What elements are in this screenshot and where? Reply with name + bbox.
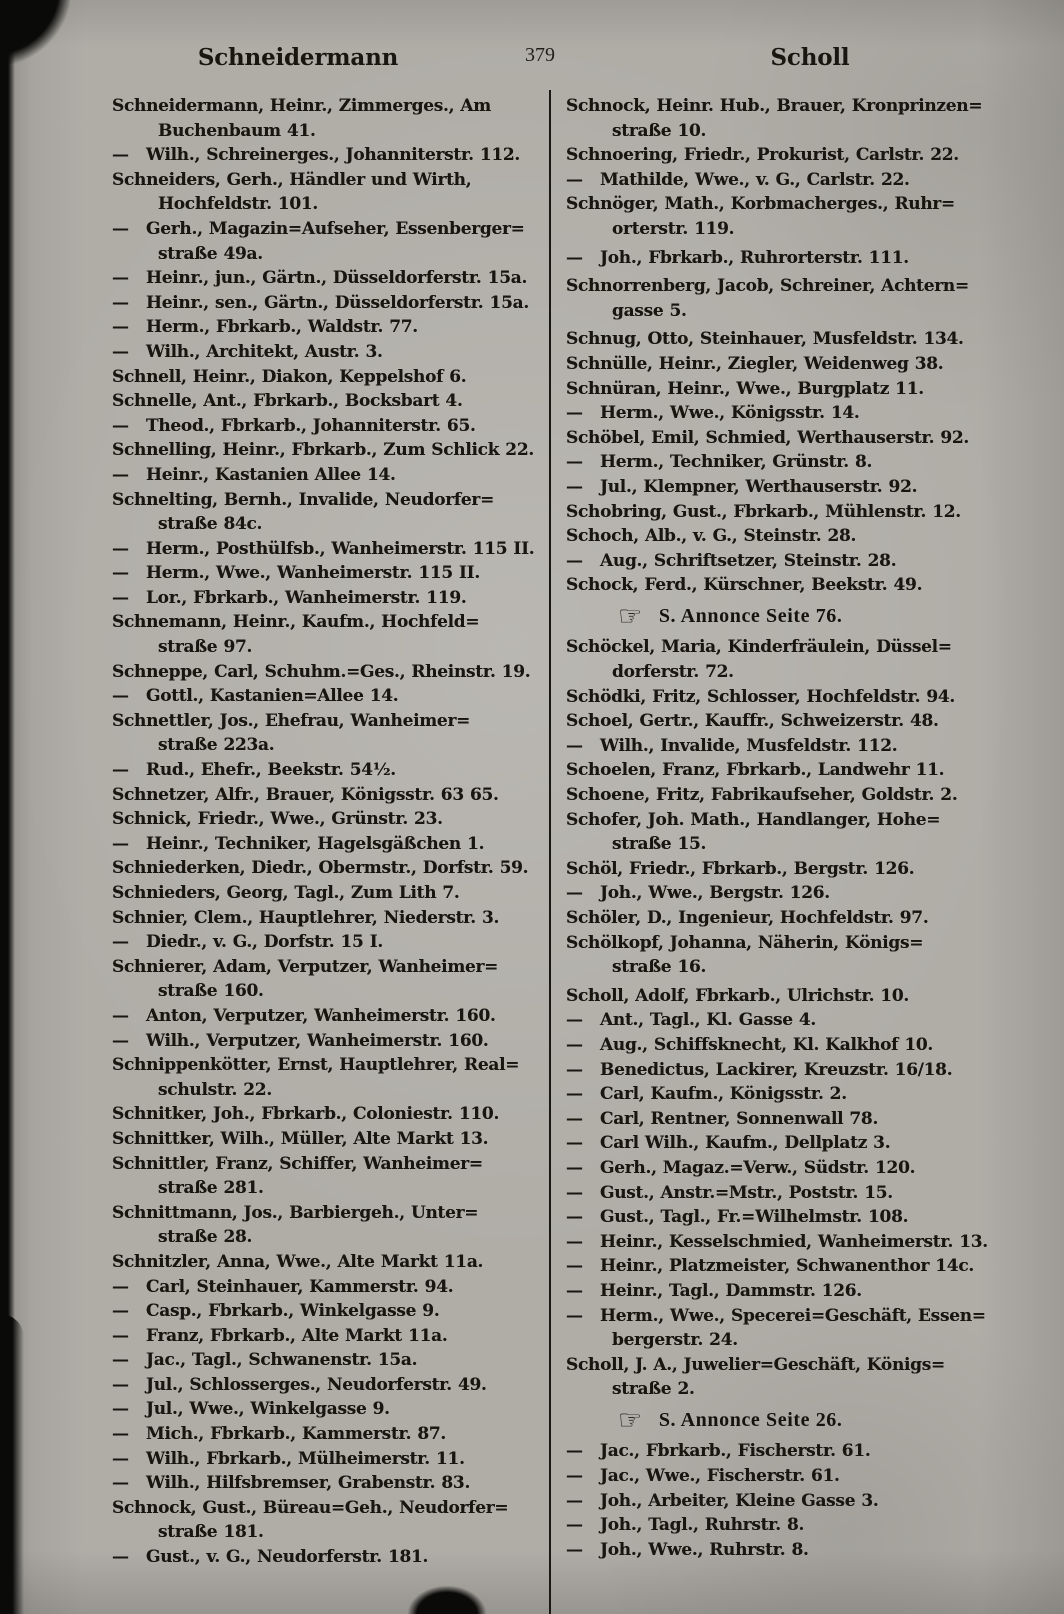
repeat-surname-dash: — [112,1005,129,1026]
entry-continuation-line: straße 97. [158,637,253,658]
directory-entry [566,1230,990,1255]
entry-line: Schobring, Gust., Fbrkarb., Mühlenstr. 12. [566,501,961,522]
entry-continuation-line: straße 160. [158,981,264,1002]
entry-continuation-line: straße 10. [612,120,707,141]
directory-entry [112,143,544,168]
directory-entry [566,1181,990,1206]
entry-continuation-line: straße 84c. [158,514,263,535]
directory-entry [566,94,990,143]
entry-line: Schödki, Fritz, Schlosser, Hochfeldstr. 94. [566,686,956,707]
entry-line: Schofer, Joh. Math., Handlanger, Hohe= [566,809,941,830]
repeat-surname-dash: — [112,292,129,313]
entry-line: Schnelling, Heinr., Fbrkarb., Zum Schlick 22. [112,440,534,461]
entry-continuation-line: straße 16. [612,957,707,978]
directory-entry [112,1299,544,1324]
entry-line: Schöl, Friedr., Fbrkarb., Bergstr. 126. [566,858,915,879]
directory-entry [112,1397,544,1422]
directory-entry [566,1254,990,1279]
repeat-surname-dash: — [566,1256,583,1277]
directory-entry [566,192,990,241]
repeat-surname-dash: — [566,1034,583,1055]
entry-continuation-line: Buchenbaum 41. [158,120,316,141]
entry-line: Herm., Wwe., Specerei=Geschäft, Essen= [600,1305,986,1326]
repeat-surname-dash: — [566,247,583,268]
entry-line: Jul., Schlosserges., Neudorferstr. 49. [146,1374,487,1395]
entry-line: Carl, Kaufm., Königsstr. 2. [600,1084,847,1105]
entry-line: Wilh., Verputzer, Wanheimerstr. 160. [146,1030,489,1051]
entry-continuation-line: straße 15. [612,834,707,855]
repeat-surname-dash: — [566,1059,583,1080]
entry-continuation-line: Hochfeldstr. 101. [158,194,319,215]
entry-line: Gerh., Magaz.=Verw., Südstr. 120. [600,1157,916,1178]
page-header [0,44,1064,76]
entry-line: Schneppe, Carl, Schuhm.=Ges., Rheinstr. 19. [112,661,531,682]
directory-entry [566,635,990,684]
directory-entry [112,1496,544,1545]
directory-entry [112,1053,544,1102]
directory-entry [112,1373,544,1398]
pointing-hand-icon: ☞ [618,1404,643,1436]
entry-line: Herm., Wwe., Wanheimerstr. 115 II. [146,563,480,584]
directory-entry [112,291,544,316]
directory-entry [112,1447,544,1472]
directory-entry [566,1304,990,1353]
directory-entry [566,1513,990,1538]
repeat-surname-dash: — [112,1424,129,1445]
entry-line: Herm., Posthülfsb., Wanheimerstr. 115 II. [146,538,535,559]
entry-line: Schnock, Heinr. Hub., Brauer, Kronprinzen= [566,96,983,116]
directory-entry [112,1324,544,1349]
header-keyword-left: Schneidermann [197,44,399,71]
entry-line: Schnoering, Friedr., Prokurist, Carlstr. 22. [566,145,959,166]
directory-entry [112,1348,544,1373]
entry-line: Schock, Ferd., Kürschner, Beekstr. 49. [566,575,923,596]
directory-entry [112,266,544,291]
entry-line: Schniederken, Diedr., Obermstr., Dorfstr. 59. [112,858,529,879]
directory-entry [112,832,544,857]
directory-entry [112,881,544,906]
repeat-surname-dash: — [566,550,583,571]
directory-entry [112,660,544,685]
entry-line: Schnierer, Adam, Verputzer, Wanheimer= [112,956,499,977]
entry-line: Mathilde, Wwe., v. G., Carlstr. 22. [600,169,910,190]
entry-line: Schnell, Heinr., Diakon, Keppelshof 6. [112,366,467,387]
repeat-surname-dash: — [566,1539,583,1560]
repeat-surname-dash: — [112,268,129,289]
directory-entry [566,426,990,451]
directory-column-left [112,94,544,1570]
entry-line: Gerh., Magazin=Aufseher, Essenberger= [146,218,525,239]
repeat-surname-dash: — [112,538,129,559]
directory-entry [566,1107,990,1132]
entry-continuation-line: straße 181. [158,1522,264,1543]
directory-entry [566,984,990,1009]
entry-line: Aug., Schriftsetzer, Steinstr. 28. [600,550,897,571]
directory-entry [566,931,990,980]
directory-entry [566,906,990,931]
entry-line: Schnettler, Jos., Ehefrau, Wanheimer= [112,710,471,731]
entry-line: Mich., Fbrkarb., Kammerstr. 87. [146,1424,447,1445]
directory-entry [566,377,990,402]
entry-line: Schnüran, Heinr., Wwe., Burgplatz 11. [566,378,924,399]
scan-bottom-center-mark [408,1586,486,1614]
entry-line: Casp., Fbrkarb., Winkelgasse 9. [146,1301,440,1322]
repeat-surname-dash: — [566,1490,583,1511]
entry-line: Schnülle, Heinr., Ziegler, Weidenweg 38. [566,353,944,374]
repeat-surname-dash: — [566,1207,583,1228]
entry-line: Schnittler, Franz, Schiffer, Wanheimer= [112,1153,483,1174]
directory-entry [112,168,544,217]
directory-entry [112,930,544,955]
directory-entry [566,143,990,168]
entry-line: Jul., Wwe., Winkelgasse 9. [146,1399,390,1420]
annonce-note [566,1404,990,1436]
entry-line: Herm., Fbrkarb., Waldstr. 77. [146,317,418,338]
directory-entry [112,856,544,881]
entry-line: Schnorrenberg, Jacob, Schreiner, Achtern= [566,276,969,297]
entry-continuation-line: straße 2. [612,1379,695,1400]
repeat-surname-dash: — [566,1010,583,1031]
entry-line: Schoel, Gertr., Kauffr., Schweizerstr. 48. [566,711,939,732]
directory-entry [112,586,544,611]
directory-entry [112,537,544,562]
directory-entry [112,1102,544,1127]
entry-line: Schöler, D., Ingenieur, Hochfeldstr. 97. [566,908,929,928]
entry-line: Schnitzler, Anna, Wwe., Alte Markt 11a. [112,1251,484,1272]
entry-line: Scholl, J. A., Juwelier=Geschäft, Königs= [566,1354,945,1375]
directory-entry [112,1152,544,1201]
entry-line: Schnittmann, Jos., Barbiergeh., Unter= [112,1202,479,1223]
directory-entry [112,1471,544,1496]
directory-entry [566,685,990,710]
entry-line: Gottl., Kastanien=Allee 14. [146,686,399,707]
repeat-surname-dash: — [566,883,583,904]
repeat-surname-dash: — [566,1108,583,1129]
entry-line: Schnippenkötter, Ernst, Hauptlehrer, Real= [112,1055,520,1076]
entry-line: Joh., Fbrkarb., Ruhrorterstr. 111. [600,247,909,268]
entry-line: Schnetzer, Alfr., Brauer, Königsstr. 63 65. [112,784,499,805]
entry-continuation-line: gasse 5. [612,300,687,321]
entry-line: Schnelle, Ant., Fbrkarb., Bocksbart 4. [112,391,463,412]
directory-entry [112,340,544,365]
directory-entry [112,684,544,709]
repeat-surname-dash: — [112,932,129,953]
scan-edge-bottom-left-mark [0,1314,24,1614]
entry-line: Scholl, Adolf, Fbrkarb., Ulrichstr. 10. [566,985,909,1006]
repeat-surname-dash: — [566,1441,583,1462]
directory-entry [566,1131,990,1156]
entry-continuation-line: dorferstr. 72. [612,662,734,683]
repeat-surname-dash: — [112,1030,129,1051]
repeat-surname-dash: — [112,1399,129,1420]
entry-line: Herm., Techniker, Grünstr. 8. [600,452,873,473]
directory-entry [112,906,544,931]
directory-entry [112,94,544,143]
entry-line: Schoene, Fritz, Fabrikaufseher, Goldstr. 2. [566,785,958,806]
repeat-surname-dash: — [112,1350,129,1371]
directory-entry [566,352,990,377]
entry-line: Diedr., v. G., Dorfstr. 15 I. [146,932,383,953]
repeat-surname-dash: — [112,1276,129,1297]
directory-entry [566,475,990,500]
directory-entry [566,327,990,352]
entry-line: Schnick, Friedr., Wwe., Grünstr. 23. [112,809,443,830]
repeat-surname-dash: — [112,145,129,166]
directory-entry [566,1279,990,1304]
entry-line: Rud., Ehefr., Beekstr. 54½. [146,760,396,781]
directory-entry [566,1156,990,1181]
directory-entry [112,463,544,488]
repeat-surname-dash: — [112,1448,129,1469]
entry-line: Heinr., Platzmeister, Schwanenthor 14c. [600,1256,974,1277]
entry-continuation-line: straße 28. [158,1227,253,1248]
entry-line: Lor., Fbrkarb., Wanheimerstr. 119. [146,587,467,608]
annonce-note [566,600,990,632]
entry-line: Gust., Tagl., Fr.=Wilhelmstr. 108. [600,1207,909,1228]
entry-line: Jac., Fbrkarb., Fischerstr. 61. [600,1441,871,1462]
directory-entry [112,709,544,758]
entry-line: Schöbel, Emil, Schmied, Werthauserstr. 92. [566,427,970,448]
entry-line: Schnug, Otto, Steinhauer, Musfeldstr. 134. [566,329,964,350]
entry-line: Heinr., jun., Gärtn., Düsseldorferstr. 15a. [146,268,528,289]
entry-line: Heinr., Tagl., Dammstr. 126. [600,1280,862,1301]
entry-continuation-line: straße 49a. [158,243,263,264]
repeat-surname-dash: — [112,1374,129,1395]
entry-continuation-line: orterstr. 119. [612,218,735,239]
repeat-surname-dash: — [566,1157,583,1178]
entry-continuation-line: straße 223a. [158,735,275,756]
repeat-surname-dash: — [112,1473,129,1494]
repeat-surname-dash: — [112,341,129,362]
entry-line: Carl, Rentner, Sonnenwall 78. [600,1108,879,1129]
repeat-surname-dash: — [566,403,583,424]
entry-line: Schoch, Alb., v. G., Steinstr. 28. [566,526,857,547]
entry-continuation-line: bergerstr. 24. [612,1330,738,1351]
directory-entry [112,488,544,537]
directory-entry [566,709,990,734]
repeat-surname-dash: — [566,1515,583,1536]
directory-entry [566,808,990,857]
repeat-surname-dash: — [112,833,129,854]
entry-line: Heinr., Techniker, Hagelsgäßchen 1. [146,833,485,854]
directory-entry [112,315,544,340]
entry-line: Schölkopf, Johanna, Näherin, Königs= [566,932,924,953]
repeat-surname-dash: — [112,587,129,608]
entry-line: Schnemann, Heinr., Kaufm., Hochfeld= [112,612,480,633]
entry-line: Schnitker, Joh., Fbrkarb., Coloniestr. 110. [112,1104,500,1125]
entry-line: Carl Wilh., Kaufm., Dellplatz 3. [600,1133,891,1154]
entry-line: Schneidermann, Heinr., Zimmerges., Am [112,96,491,116]
entry-line: Schöckel, Maria, Kinderfräulein, Düssel= [566,637,952,658]
repeat-surname-dash: — [112,686,129,707]
entry-line: Aug., Schiffsknecht, Kl. Kalkhof 10. [600,1034,933,1055]
directory-entry [112,783,544,808]
directory-entry [566,1538,990,1563]
directory-entry [112,1422,544,1447]
annonce-text: S. Annonce Seite 26. [658,1408,843,1431]
entry-line: Wilh., Fbrkarb., Mülheimerstr. 11. [146,1448,465,1469]
directory-entry [566,857,990,882]
directory-entry [566,246,990,271]
entry-line: Schnöger, Math., Korbmacherges., Ruhr= [566,194,955,215]
directory-column-right [566,94,990,1562]
repeat-surname-dash: — [112,760,129,781]
repeat-surname-dash: — [566,1280,583,1301]
header-keyword-right: Scholl [770,44,850,71]
repeat-surname-dash: — [566,1084,583,1105]
directory-entry [112,1545,544,1570]
repeat-surname-dash: — [566,735,583,756]
repeat-surname-dash: — [566,1231,583,1252]
repeat-surname-dash: — [112,1547,129,1568]
directory-entry [112,217,544,266]
directory-entry [112,610,544,659]
entry-line: Wilh., Architekt, Austr. 3. [146,341,383,362]
repeat-surname-dash: — [566,452,583,473]
repeat-surname-dash: — [566,1182,583,1203]
pointing-hand-icon: ☞ [618,600,643,632]
entry-line: Theod., Fbrkarb., Johanniterstr. 65. [146,415,476,436]
directory-entry [566,1033,990,1058]
page-number: 379 [525,44,555,66]
entry-line: Ant., Tagl., Kl. Gasse 4. [600,1010,817,1031]
directory-entry [566,1008,990,1033]
entry-line: Joh., Tagl., Ruhrstr. 8. [600,1515,805,1536]
entry-line: Wilh., Schreinerges., Johanniterstr. 112. [146,145,521,166]
repeat-surname-dash: — [566,1305,583,1326]
entry-continuation-line: straße 281. [158,1178,264,1199]
directory-entry [566,573,990,598]
directory-entry [112,1250,544,1275]
repeat-surname-dash: — [566,1466,583,1487]
repeat-surname-dash: — [112,218,129,239]
entry-line: Joh., Arbeiter, Kleine Gasse 3. [600,1490,879,1511]
entry-line: Herm., Wwe., Königsstr. 14. [600,403,860,424]
directory-entry [112,955,544,1004]
entry-line: Heinr., sen., Gärtn., Düsseldorferstr. 15a. [146,292,529,313]
repeat-surname-dash: — [112,1301,129,1322]
directory-entry [112,389,544,414]
directory-entry [566,783,990,808]
entry-line: Joh., Wwe., Bergstr. 126. [600,883,830,904]
entry-line: Jac., Tagl., Schwanenstr. 15a. [146,1350,418,1371]
entry-line: Benedictus, Lackirer, Kreuzstr. 16/18. [600,1059,953,1080]
repeat-surname-dash: — [566,1133,583,1154]
entry-line: Schnock, Gust., Büreau=Geh., Neudorfer= [112,1497,509,1518]
directory-entry [112,807,544,832]
entry-line: Schnelting, Bernh., Invalide, Neudorfer= [112,489,495,510]
directory-entry [566,168,990,193]
entry-line: Schnier, Clem., Hauptlehrer, Niederstr. 3. [112,907,500,928]
directory-entry [566,1439,990,1464]
entry-line: Jac., Wwe., Fischerstr. 61. [600,1466,840,1487]
entry-line: Wilh., Invalide, Musfeldstr. 112. [600,735,898,756]
entry-line: Carl, Steinhauer, Kammerstr. 94. [146,1276,454,1297]
entry-line: Heinr., Kesselschmied, Wanheimerstr. 13. [600,1231,988,1252]
directory-entry [112,561,544,586]
directory-entry [566,450,990,475]
directory-entry [112,758,544,783]
directory-entry [566,274,990,323]
directory-entry [112,1029,544,1054]
directory-entry [566,500,990,525]
directory-entry [566,881,990,906]
entry-line: Gust., v. G., Neudorferstr. 181. [146,1547,429,1568]
directory-entry [112,438,544,463]
repeat-surname-dash: — [112,1325,129,1346]
directory-entry [566,1353,990,1402]
directory-entry [566,549,990,574]
repeat-surname-dash: — [112,415,129,436]
entry-line: Wilh., Hilfsbremser, Grabenstr. 83. [146,1473,471,1494]
directory-entry [112,1275,544,1300]
directory-entry [566,401,990,426]
directory-entry [112,414,544,439]
repeat-surname-dash: — [112,464,129,485]
entry-line: Franz, Fbrkarb., Alte Markt 11a. [146,1325,448,1346]
entry-line: Schoelen, Franz, Fbrkarb., Landwehr 11. [566,760,945,781]
column-divider-rule [549,90,551,1614]
entry-line: Schneiders, Gerh., Händler und Wirth, [112,169,472,190]
directory-entry [566,758,990,783]
entry-line: Schnittker, Wilh., Müller, Alte Markt 13. [112,1128,489,1149]
directory-entry [112,1004,544,1029]
entry-line: Jul., Klempner, Werthauserstr. 92. [600,476,918,497]
repeat-surname-dash: — [112,317,129,338]
directory-entry [112,365,544,390]
annonce-text: S. Annonce Seite 76. [658,604,843,627]
entry-line: Schnieders, Georg, Tagl., Zum Lith 7. [112,883,460,903]
directory-entry [112,1127,544,1152]
directory-entry [566,1464,990,1489]
directory-entry [566,524,990,549]
entry-line: Anton, Verputzer, Wanheimerstr. 160. [146,1005,496,1026]
directory-entry [566,1205,990,1230]
directory-entry [566,1058,990,1083]
repeat-surname-dash: — [566,476,583,497]
directory-entry [566,1489,990,1514]
entry-line: Joh., Wwe., Ruhrstr. 8. [600,1539,809,1560]
entry-line: Heinr., Kastanien Allee 14. [146,464,396,485]
entry-continuation-line: schulstr. 22. [158,1079,272,1100]
directory-entry [112,1201,544,1250]
entry-line: Gust., Anstr.=Mstr., Poststr. 15. [600,1182,893,1203]
repeat-surname-dash: — [112,563,129,584]
directory-entry [566,1082,990,1107]
repeat-surname-dash: — [566,169,583,190]
directory-entry [566,734,990,759]
